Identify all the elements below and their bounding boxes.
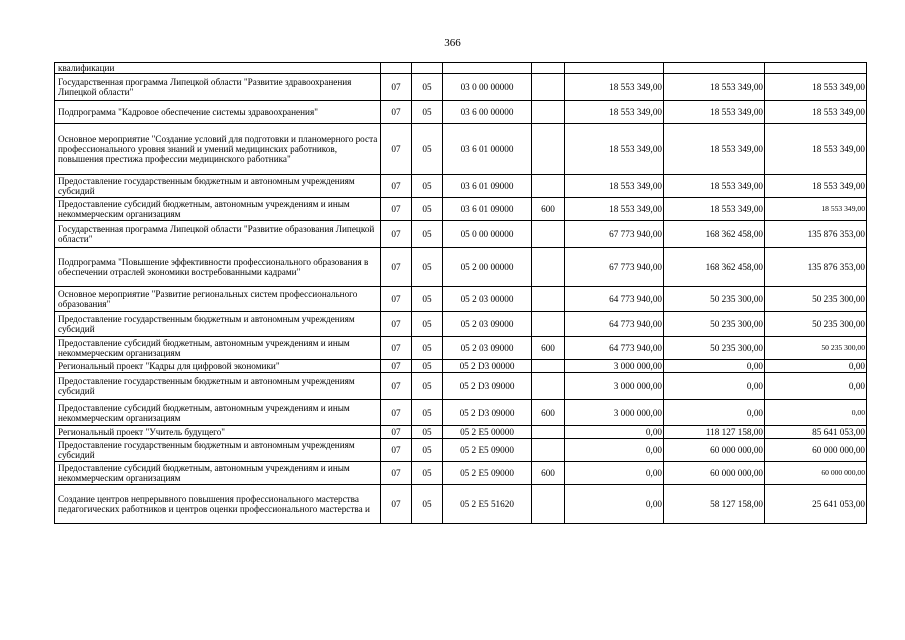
amount-year3-cell: 18 553 349,00 [765, 175, 867, 198]
target-code-cell: 05 2 E5 09000 [443, 439, 532, 462]
section-cell: 05 [412, 74, 443, 101]
row-name-cell: Предоставление государственным бюджетным и автономным учреждениям субсидий [55, 373, 381, 400]
table-row [55, 221, 867, 248]
amount-year2-cell: 168 362 458,00 [664, 248, 765, 287]
amount-year1-cell: 18 553 349,00 [565, 175, 664, 198]
expense-type-cell [532, 221, 565, 248]
table-row [55, 439, 867, 462]
amount-year2-cell: 18 553 349,00 [664, 101, 765, 124]
row-name-cell: Предоставление субсидий бюджетным, автономным учреждениям и иным некоммерческим организациям [55, 198, 381, 221]
expense-type-cell [532, 248, 565, 287]
page-number: 366 [444, 37, 461, 49]
amount-year3-cell: 135 876 353,00 [765, 248, 867, 287]
row-name-cell: Создание центров непрерывного повышения профессионального мастерства педагогических работников и центров оценки профессионального мастерства и [55, 485, 381, 524]
amount-year2-cell: 50 235 300,00 [664, 337, 765, 360]
table-row [55, 400, 867, 426]
row-name-cell: Подпрограмма "Повышение эффективности профессионального образования в обеспечении отраслей экономики востребованными кадрами" [55, 248, 381, 287]
row-name-cell: Государственная программа Липецкой области "Развитие здравоохранения Липецкой области" [55, 74, 381, 101]
amount-year3-cell: 60 000 000,00 [765, 462, 867, 485]
amount-year2-cell: 0,00 [664, 360, 765, 373]
amount-year3-cell [765, 63, 867, 74]
section-cell: 05 [412, 337, 443, 360]
section-cell: 05 [412, 124, 443, 175]
amount-year1-cell: 3 000 000,00 [565, 373, 664, 400]
chapter-cell: 07 [381, 124, 412, 175]
table-row [55, 485, 867, 524]
chapter-cell: 07 [381, 462, 412, 485]
amount-year2-cell: 0,00 [664, 400, 765, 426]
chapter-cell [381, 63, 412, 74]
expense-type-cell [532, 439, 565, 462]
amount-year3-cell: 50 235 300,00 [765, 312, 867, 337]
amount-year3-cell: 0,00 [765, 373, 867, 400]
amount-year2-cell [664, 63, 765, 74]
amount-year2-cell: 18 553 349,00 [664, 175, 765, 198]
amount-year1-cell: 0,00 [565, 485, 664, 524]
table-row [55, 101, 867, 124]
expense-type-cell: 600 [532, 337, 565, 360]
budget-table [54, 62, 867, 524]
section-cell: 05 [412, 221, 443, 248]
table-row [55, 462, 867, 485]
amount-year1-cell: 0,00 [565, 439, 664, 462]
chapter-cell: 07 [381, 439, 412, 462]
amount-year3-cell: 50 235 300,00 [765, 287, 867, 312]
expense-type-cell [532, 287, 565, 312]
chapter-cell: 07 [381, 101, 412, 124]
amount-year3-cell: 18 553 349,00 [765, 74, 867, 101]
target-code-cell: 03 6 01 09000 [443, 198, 532, 221]
amount-year3-cell: 18 553 349,00 [765, 124, 867, 175]
row-name-cell: Основное мероприятие "Развитие региональных систем профессионального образования" [55, 287, 381, 312]
section-cell: 05 [412, 360, 443, 373]
expense-type-cell: 600 [532, 400, 565, 426]
expense-type-cell [532, 360, 565, 373]
target-code-cell: 03 6 00 00000 [443, 101, 532, 124]
expense-type-cell [532, 426, 565, 439]
amount-year1-cell: 18 553 349,00 [565, 198, 664, 221]
amount-year2-cell: 18 553 349,00 [664, 124, 765, 175]
amount-year2-cell: 50 235 300,00 [664, 312, 765, 337]
amount-year1-cell: 67 773 940,00 [565, 221, 664, 248]
target-code-cell: 05 2 03 00000 [443, 287, 532, 312]
section-cell: 05 [412, 248, 443, 287]
row-name-cell: квалификации [55, 63, 381, 74]
amount-year2-cell: 0,00 [664, 373, 765, 400]
amount-year1-cell: 64 773 940,00 [565, 312, 664, 337]
chapter-cell: 07 [381, 175, 412, 198]
amount-year1-cell: 18 553 349,00 [565, 124, 664, 175]
section-cell: 05 [412, 312, 443, 337]
amount-year2-cell: 118 127 158,00 [664, 426, 765, 439]
chapter-cell: 07 [381, 198, 412, 221]
target-code-cell: 03 6 01 09000 [443, 175, 532, 198]
row-name-cell: Предоставление субсидий бюджетным, автономным учреждениям и иным некоммерческим организациям [55, 337, 381, 360]
target-code-cell: 05 0 00 00000 [443, 221, 532, 248]
target-code-cell [443, 63, 532, 74]
section-cell: 05 [412, 485, 443, 524]
target-code-cell: 05 2 E5 00000 [443, 426, 532, 439]
expense-type-cell [532, 74, 565, 101]
section-cell: 05 [412, 101, 443, 124]
section-cell: 05 [412, 426, 443, 439]
target-code-cell: 05 2 D3 09000 [443, 373, 532, 400]
amount-year1-cell: 67 773 940,00 [565, 248, 664, 287]
chapter-cell: 07 [381, 248, 412, 287]
expense-type-cell [532, 63, 565, 74]
amount-year3-cell: 0,00 [765, 400, 867, 426]
row-name-cell: Государственная программа Липецкой области "Развитие образования Липецкой области" [55, 221, 381, 248]
target-code-cell: 03 6 01 00000 [443, 124, 532, 175]
amount-year3-cell: 18 553 349,00 [765, 198, 867, 221]
table-row [55, 337, 867, 360]
row-name-cell: Предоставление субсидий бюджетным, автономным учреждениям и иным некоммерческим организациям [55, 462, 381, 485]
expense-type-cell: 600 [532, 462, 565, 485]
amount-year3-cell: 0,00 [765, 360, 867, 373]
amount-year2-cell: 60 000 000,00 [664, 439, 765, 462]
target-code-cell: 03 0 00 00000 [443, 74, 532, 101]
table-row [55, 287, 867, 312]
expense-type-cell [532, 312, 565, 337]
target-code-cell: 05 2 03 09000 [443, 337, 532, 360]
row-name-cell: Предоставление субсидий бюджетным, автономным учреждениям и иным некоммерческим организациям [55, 400, 381, 426]
row-name-cell: Предоставление государственным бюджетным и автономным учреждениям субсидий [55, 439, 381, 462]
row-name-cell: Предоставление государственным бюджетным и автономным учреждениям субсидий [55, 312, 381, 337]
section-cell: 05 [412, 198, 443, 221]
chapter-cell: 07 [381, 426, 412, 439]
table-row [55, 124, 867, 175]
chapter-cell: 07 [381, 373, 412, 400]
section-cell: 05 [412, 175, 443, 198]
chapter-cell: 07 [381, 221, 412, 248]
target-code-cell: 05 2 E5 51620 [443, 485, 532, 524]
amount-year1-cell: 64 773 940,00 [565, 337, 664, 360]
target-code-cell: 05 2 E5 09000 [443, 462, 532, 485]
chapter-cell: 07 [381, 287, 412, 312]
amount-year2-cell: 168 362 458,00 [664, 221, 765, 248]
amount-year2-cell: 18 553 349,00 [664, 74, 765, 101]
amount-year1-cell: 18 553 349,00 [565, 101, 664, 124]
amount-year3-cell: 25 641 053,00 [765, 485, 867, 524]
expense-type-cell: 600 [532, 198, 565, 221]
table-row [55, 63, 867, 74]
amount-year3-cell: 85 641 053,00 [765, 426, 867, 439]
expense-type-cell [532, 101, 565, 124]
amount-year3-cell: 18 553 349,00 [765, 101, 867, 124]
table-row [55, 248, 867, 287]
expense-type-cell [532, 175, 565, 198]
table-row [55, 426, 867, 439]
table-row [55, 74, 867, 101]
row-name-cell: Региональный проект "Кадры для цифровой экономики" [55, 360, 381, 373]
expense-type-cell [532, 124, 565, 175]
amount-year1-cell [565, 63, 664, 74]
table-row [55, 175, 867, 198]
row-name-cell: Основное мероприятие "Создание условий для подготовки и планомерного роста профессионального уровня знаний и умений медицинских работников, повышения престижа профессии медицинского работника" [55, 124, 381, 175]
chapter-cell: 07 [381, 312, 412, 337]
table-row [55, 360, 867, 373]
section-cell: 05 [412, 439, 443, 462]
target-code-cell: 05 2 00 00000 [443, 248, 532, 287]
section-cell: 05 [412, 462, 443, 485]
amount-year3-cell: 135 876 353,00 [765, 221, 867, 248]
amount-year1-cell: 3 000 000,00 [565, 400, 664, 426]
expense-type-cell [532, 485, 565, 524]
amount-year3-cell: 50 235 300,00 [765, 337, 867, 360]
chapter-cell: 07 [381, 400, 412, 426]
row-name-cell: Предоставление государственным бюджетным и автономным учреждениям субсидий [55, 175, 381, 198]
amount-year2-cell: 50 235 300,00 [664, 287, 765, 312]
amount-year3-cell: 60 000 000,00 [765, 439, 867, 462]
row-name-cell: Региональный проект "Учитель будущего" [55, 426, 381, 439]
amount-year1-cell: 3 000 000,00 [565, 360, 664, 373]
section-cell: 05 [412, 400, 443, 426]
table-row [55, 312, 867, 337]
target-code-cell: 05 2 D3 00000 [443, 360, 532, 373]
section-cell: 05 [412, 373, 443, 400]
target-code-cell: 05 2 D3 09000 [443, 400, 532, 426]
expense-type-cell [532, 373, 565, 400]
chapter-cell: 07 [381, 485, 412, 524]
chapter-cell: 07 [381, 74, 412, 101]
chapter-cell: 07 [381, 337, 412, 360]
chapter-cell: 07 [381, 360, 412, 373]
row-name-cell: Подпрограмма "Кадровое обеспечение системы здравоохранения" [55, 101, 381, 124]
table-row [55, 198, 867, 221]
target-code-cell: 05 2 03 09000 [443, 312, 532, 337]
amount-year1-cell: 0,00 [565, 462, 664, 485]
amount-year1-cell: 0,00 [565, 426, 664, 439]
amount-year2-cell: 58 127 158,00 [664, 485, 765, 524]
amount-year2-cell: 60 000 000,00 [664, 462, 765, 485]
section-cell [412, 63, 443, 74]
section-cell: 05 [412, 287, 443, 312]
amount-year1-cell: 64 773 940,00 [565, 287, 664, 312]
amount-year1-cell: 18 553 349,00 [565, 74, 664, 101]
table-row [55, 373, 867, 400]
amount-year2-cell: 18 553 349,00 [664, 198, 765, 221]
